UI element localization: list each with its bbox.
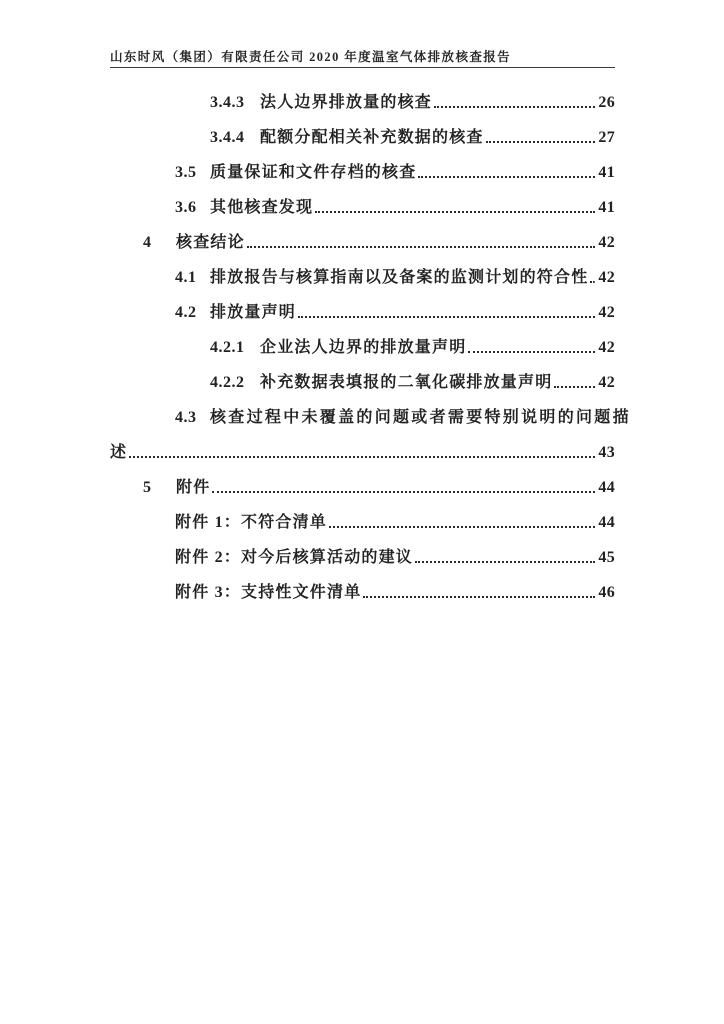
toc-entry-page: 42 (598, 269, 615, 286)
toc-entry-label: 质量保证和文件存档的核查 (210, 164, 417, 181)
toc-entry-page: 45 (598, 549, 615, 566)
toc-entry-page: 26 (598, 94, 615, 111)
dot-leader (129, 456, 595, 458)
toc-entry-page: 44 (598, 514, 615, 531)
page-header-title: 山东时风（集团）有限责任公司 2020 年度温室气体排放核查报告 (110, 50, 512, 64)
dot-leader (434, 106, 595, 108)
toc-entry (175, 580, 615, 602)
dot-leader (415, 561, 595, 563)
toc-entry-page: 42 (598, 374, 615, 391)
toc-entry-label: 排放量声明 (210, 304, 297, 321)
toc-entry (210, 125, 615, 147)
dot-leader (486, 141, 596, 143)
toc-entry-number: 3.5 (175, 164, 197, 181)
toc-entry-label: 述 (110, 444, 128, 461)
dot-leader (212, 491, 595, 493)
toc-entry-page: 42 (598, 304, 615, 321)
toc-entry-label: 附件 1：不符合清单 (175, 514, 328, 531)
toc-entry-label: 核查过程中未覆盖的问题或者需要特别说明的问题描 (210, 409, 631, 426)
toc-entry-number: 4 (143, 234, 152, 251)
toc-entry (143, 475, 615, 497)
toc-entry-number: 4.2.1 (210, 339, 245, 356)
dot-leader (363, 596, 595, 598)
toc-entry-number: 4.3 (175, 409, 197, 426)
toc-entry-page: 41 (598, 164, 615, 181)
toc-entry (175, 300, 615, 322)
toc-entry-page: 46 (598, 584, 615, 601)
toc-entry-label: 其他核查发现 (210, 199, 314, 216)
toc-entry (210, 370, 615, 392)
header-rule (110, 67, 615, 68)
dot-leader (554, 386, 595, 388)
toc-entry-number: 4.2.2 (210, 374, 245, 391)
dot-leader (418, 176, 595, 178)
toc-entry-label: 核查结论 (176, 234, 245, 251)
toc-entry (175, 160, 615, 182)
toc (110, 90, 631, 615)
toc-entry (143, 230, 615, 252)
toc-entry (175, 405, 631, 427)
dot-leader (468, 351, 595, 353)
toc-entry-number: 4.2 (175, 304, 197, 321)
toc-entry (175, 195, 615, 217)
dot-leader (329, 526, 595, 528)
dot-leader (590, 281, 595, 283)
toc-entry-label: 配额分配相关补充数据的核查 (260, 129, 484, 146)
toc-entry-page: 42 (598, 234, 615, 251)
toc-entry-page: 41 (598, 199, 615, 216)
toc-entry-page: 43 (598, 444, 615, 461)
dot-leader (298, 316, 595, 318)
toc-entry-number: 5 (143, 479, 152, 496)
toc-entry-label: 附件 (176, 479, 211, 496)
toc-entry-label: 附件 3：支持性文件清单 (175, 584, 362, 601)
toc-entry-label: 法人边界排放量的核查 (260, 94, 433, 111)
toc-entry-page: 44 (598, 479, 615, 496)
toc-entry-number: 3.6 (175, 199, 197, 216)
dot-leader (247, 246, 596, 248)
toc-entry (175, 265, 615, 287)
toc-entry-label: 企业法人边界的排放量声明 (260, 339, 467, 356)
toc-entry (175, 545, 615, 567)
toc-entry-label: 补充数据表填报的二氧化碳排放量声明 (260, 374, 553, 391)
toc-entry (210, 335, 615, 357)
toc-entry (110, 440, 615, 462)
toc-entry-page: 42 (598, 339, 615, 356)
toc-entry-label: 附件 2：对今后核算活动的建议 (175, 549, 414, 566)
toc-entry-label: 排放报告与核算指南以及备案的监测计划的符合性 (210, 269, 589, 286)
toc-entry-number: 3.4.4 (210, 129, 245, 146)
dot-leader (315, 211, 595, 213)
toc-entry-number: 4.1 (175, 269, 197, 286)
toc-entry (210, 90, 615, 112)
toc-entry-number: 3.4.3 (210, 94, 245, 111)
toc-entry-page: 27 (598, 129, 615, 146)
toc-entry (175, 510, 615, 532)
